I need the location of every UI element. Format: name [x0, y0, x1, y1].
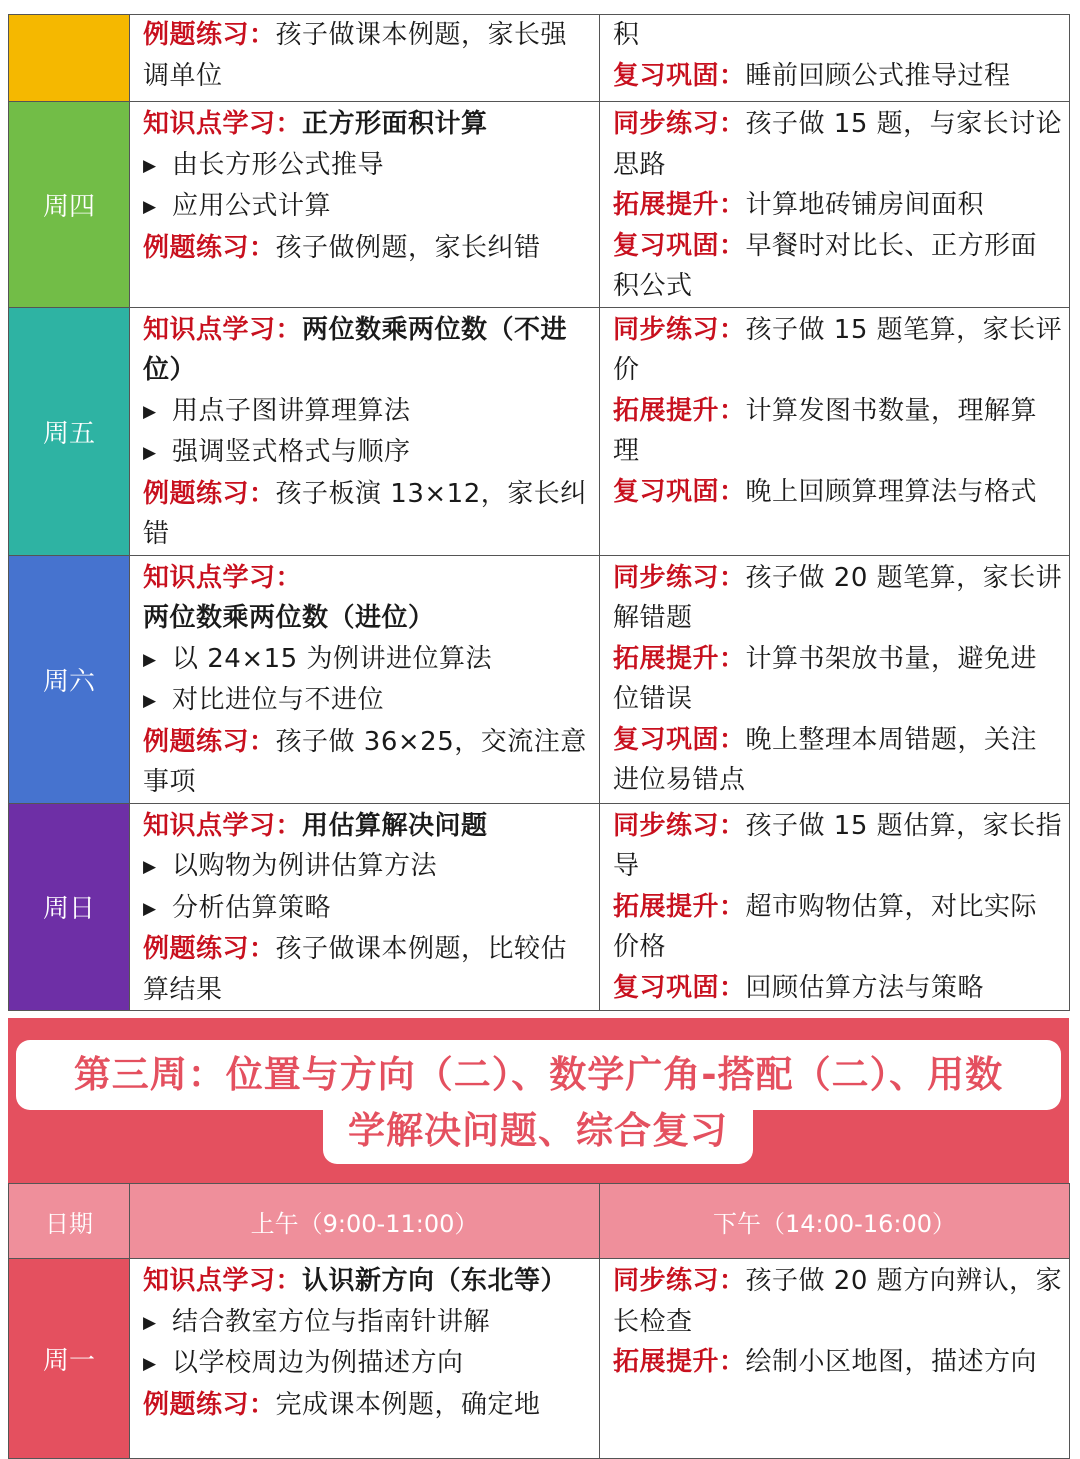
- bullet-text: 分析估算策略: [172, 892, 332, 923]
- morning-content: [130, 1259, 599, 1425]
- bullet-text: 对比进位与不进位: [172, 685, 385, 715]
- week3-title-line1: 第三周：位置与方向（二）、数学广角-搭配（二）、用数: [16, 1040, 1061, 1110]
- knowledge-topic-label: 知识点学习：: [143, 109, 303, 139]
- example-practice-label: 例题练习：: [143, 726, 276, 757]
- example-practice-text: 孩子做 36×25，交流注意事项: [143, 726, 587, 797]
- example-practice: [143, 1385, 593, 1426]
- week3-title-line2: 学解决问题、综合复习: [323, 1098, 753, 1164]
- afternoon-item-text: 早餐时对比长、正方形面积公式: [613, 230, 1038, 301]
- bullet-text: 应用公式计算: [172, 191, 332, 221]
- afternoon-item-text: 孩子做 15 题估算，家长指导: [613, 810, 1063, 881]
- bullet-triangle-icon: ▶: [143, 691, 157, 711]
- example-practice-text: 孩子做例题，家长纠错: [275, 232, 541, 263]
- afternoon-item-text: 回顾估算方法与策略: [745, 972, 985, 1003]
- morning-content: [130, 15, 599, 96]
- knowledge-topic-label: 知识点学习：: [143, 1266, 303, 1296]
- afternoon-item-label: 同步练习：: [613, 810, 746, 841]
- day-cell: 周六: [9, 555, 130, 803]
- afternoon-item-label: 同步练习：: [613, 562, 746, 593]
- knowledge-topic-text: 认识新方向（东北等）: [302, 1266, 568, 1296]
- afternoon-item-label: 拓展提升：: [613, 395, 746, 426]
- knowledge-topic-text: 两位数乘两位数（进位）: [143, 603, 435, 633]
- example-practice-text: 完成课本例题，确定地: [275, 1389, 541, 1420]
- afternoon-cell: [600, 102, 1070, 308]
- morning-content: [130, 102, 599, 268]
- afternoon-item-text: 晚上回顾算理算法与格式: [745, 476, 1038, 507]
- day-cell: 周五: [9, 307, 130, 555]
- knowledge-topic: [143, 558, 593, 639]
- afternoon-item-text: 晚上整理本周错题，关注进位易错点: [613, 724, 1038, 795]
- bullet-triangle-icon: ▶: [143, 1354, 157, 1374]
- bullet-text: 以 24×15 为例讲进位算法: [172, 643, 492, 674]
- example-practice-label: 例题练习：: [143, 934, 276, 964]
- afternoon-item-label: 复习巩固：: [613, 724, 746, 755]
- afternoon-item-text: 计算地砖铺房间面积: [745, 190, 985, 220]
- afternoon-content: [600, 308, 1069, 513]
- bullet-item: [143, 432, 593, 474]
- day-cell: [9, 15, 130, 102]
- knowledge-topic-label: 知识点学习：: [143, 314, 303, 345]
- day-cell: 周日: [9, 803, 130, 1011]
- afternoon-cell: [600, 803, 1070, 1011]
- example-practice-label: 例题练习：: [143, 478, 276, 509]
- example-practice-label: 例题练习：: [143, 232, 276, 263]
- afternoon-item-text: 计算书架放书量，避免进位错误: [613, 643, 1038, 714]
- morning-cell: [130, 102, 600, 308]
- day-cell: 周一: [9, 1259, 130, 1459]
- example-practice-label: 例题练习：: [143, 20, 276, 50]
- table-header-row: [9, 1184, 1070, 1259]
- bullet-text: 由长方形公式推导: [172, 149, 385, 180]
- header-date: 日期: [9, 1184, 130, 1259]
- morning-content: [130, 556, 599, 803]
- bullet-item: [143, 186, 593, 228]
- afternoon-content: [600, 556, 1069, 801]
- afternoon-item-text: 孩子做 20 题笔算，家长讲解错题: [613, 562, 1063, 633]
- table-row: [9, 803, 1070, 1011]
- afternoon-item-label: 复习巩固：: [613, 972, 746, 1003]
- afternoon-item: [613, 391, 1063, 472]
- bullet-item: [143, 1302, 593, 1344]
- afternoon-item: [613, 639, 1063, 720]
- afternoon-item-text: 绘制小区地图，描述方向: [745, 1347, 1038, 1377]
- afternoon-cell: [600, 15, 1070, 102]
- bullet-item: [143, 639, 593, 681]
- afternoon-item-text: 孩子做 15 题笔算，家长评价: [613, 314, 1063, 385]
- knowledge-topic: [143, 1261, 593, 1302]
- table-row: [9, 102, 1070, 308]
- bullet-item: [143, 846, 593, 888]
- example-practice: [143, 474, 593, 555]
- afternoon-item: [613, 226, 1063, 307]
- header-afternoon: 下午（14:00-16:00）: [600, 1184, 1070, 1259]
- morning-cell: [130, 1259, 600, 1459]
- bullet-item: [143, 888, 593, 930]
- knowledge-topic: [143, 310, 593, 391]
- afternoon-item: [613, 806, 1063, 887]
- morning-cell: [130, 803, 600, 1011]
- example-practice-text: 孩子做课本例题，比较估算结果: [143, 934, 568, 1005]
- morning-cell: [130, 555, 600, 803]
- week3-schedule-table: [8, 1183, 1070, 1459]
- afternoon-item-label: 同步练习：: [613, 314, 746, 345]
- morning-cell: [130, 15, 600, 102]
- afternoon-item-text: 孩子做 15 题，与家长讨论思路: [613, 109, 1063, 180]
- afternoon-item-text: 计算发图书数量，理解算理: [613, 395, 1038, 466]
- afternoon-item-text: 睡前回顾公式推导过程: [745, 60, 1011, 91]
- bullet-item: [143, 391, 593, 433]
- morning-content: [130, 308, 599, 555]
- knowledge-topic-label: 知识点学习：: [143, 562, 303, 593]
- afternoon-content: [600, 102, 1069, 307]
- afternoon-content: [600, 15, 1069, 96]
- knowledge-topic-text: 两位数乘两位数（不进位）: [143, 314, 568, 385]
- afternoon-item: [613, 185, 1063, 226]
- bullet-text: 以购物为例讲估算方法: [172, 851, 438, 881]
- bullet-triangle-icon: ▶: [143, 401, 157, 422]
- afternoon-cell: [600, 1259, 1070, 1459]
- afternoon-item-text: 积: [613, 20, 640, 50]
- afternoon-item: [613, 887, 1063, 968]
- afternoon-item-label: 同步练习：: [613, 1266, 746, 1296]
- morning-cell: [130, 307, 600, 555]
- afternoon-cell: [600, 555, 1070, 803]
- afternoon-content: [600, 1259, 1069, 1383]
- afternoon-item: [613, 472, 1063, 513]
- afternoon-item-label: 拓展提升：: [613, 643, 746, 674]
- afternoon-item: [613, 104, 1063, 185]
- afternoon-item-label: 复习巩固：: [613, 60, 746, 91]
- knowledge-topic-text: 正方形面积计算: [302, 109, 488, 139]
- bullet-triangle-icon: ▶: [143, 155, 157, 176]
- knowledge-topic: [143, 104, 593, 145]
- example-practice-label: 例题练习：: [143, 1389, 276, 1420]
- header-morning: 上午（9:00-11:00）: [130, 1184, 600, 1259]
- bullet-item: [143, 1343, 593, 1385]
- example-practice: [143, 228, 593, 269]
- day-cell: 周四: [9, 102, 130, 308]
- table-row: [9, 555, 1070, 803]
- example-practice: [143, 15, 593, 96]
- week2-schedule-table: [8, 14, 1070, 1011]
- afternoon-item: [613, 1261, 1063, 1342]
- table-row: [9, 1259, 1070, 1459]
- bullet-triangle-icon: ▶: [143, 443, 157, 463]
- example-practice-text: 孩子做课本例题，家长强调单位: [143, 20, 568, 91]
- bullet-triangle-icon: ▶: [143, 197, 157, 217]
- week3-banner: [8, 1018, 1069, 1183]
- afternoon-item: [613, 558, 1063, 639]
- knowledge-topic-text: 用估算解决问题: [302, 810, 488, 841]
- afternoon-item-label: 同步练习：: [613, 109, 746, 139]
- example-practice-text: 孩子板演 13×12，家长纠错: [143, 478, 587, 549]
- bullet-item: [143, 680, 593, 722]
- bullet-triangle-icon: ▶: [143, 649, 157, 670]
- afternoon-item-label: 复习巩固：: [613, 476, 746, 507]
- afternoon-item: [613, 968, 1063, 1009]
- example-practice: [143, 722, 593, 803]
- afternoon-item-text: 超市购物估算，对比实际价格: [613, 891, 1038, 962]
- afternoon-item: [613, 310, 1063, 391]
- afternoon-cell: [600, 307, 1070, 555]
- bullet-item: [143, 145, 593, 187]
- bullet-text: 强调竖式格式与顺序: [172, 437, 411, 467]
- bullet-triangle-icon: ▶: [143, 857, 157, 877]
- table-row: [9, 307, 1070, 555]
- afternoon-item-text: 孩子做 20 题方向辨认，家长检查: [613, 1266, 1063, 1337]
- bullet-text: 以学校周边为例描述方向: [172, 1348, 464, 1378]
- afternoon-item-label: 拓展提升：: [613, 891, 746, 922]
- afternoon-item: [613, 15, 1063, 56]
- bullet-text: 用点子图讲算理算法: [172, 395, 411, 426]
- bullet-text: 结合教室方位与指南针讲解: [172, 1306, 491, 1337]
- afternoon-item: [613, 720, 1063, 801]
- afternoon-item: [613, 1342, 1063, 1383]
- bullet-triangle-icon: ▶: [143, 898, 157, 919]
- afternoon-item-label: 拓展提升：: [613, 1347, 746, 1377]
- afternoon-item: [613, 56, 1063, 97]
- example-practice: [143, 929, 593, 1010]
- knowledge-topic-label: 知识点学习：: [143, 810, 303, 841]
- table-row: [9, 15, 1070, 102]
- afternoon-item-label: 拓展提升：: [613, 190, 746, 220]
- knowledge-topic: [143, 806, 593, 847]
- morning-content: [130, 804, 599, 1011]
- bullet-triangle-icon: ▶: [143, 1312, 157, 1333]
- afternoon-item-label: 复习巩固：: [613, 230, 746, 261]
- afternoon-content: [600, 804, 1069, 1009]
